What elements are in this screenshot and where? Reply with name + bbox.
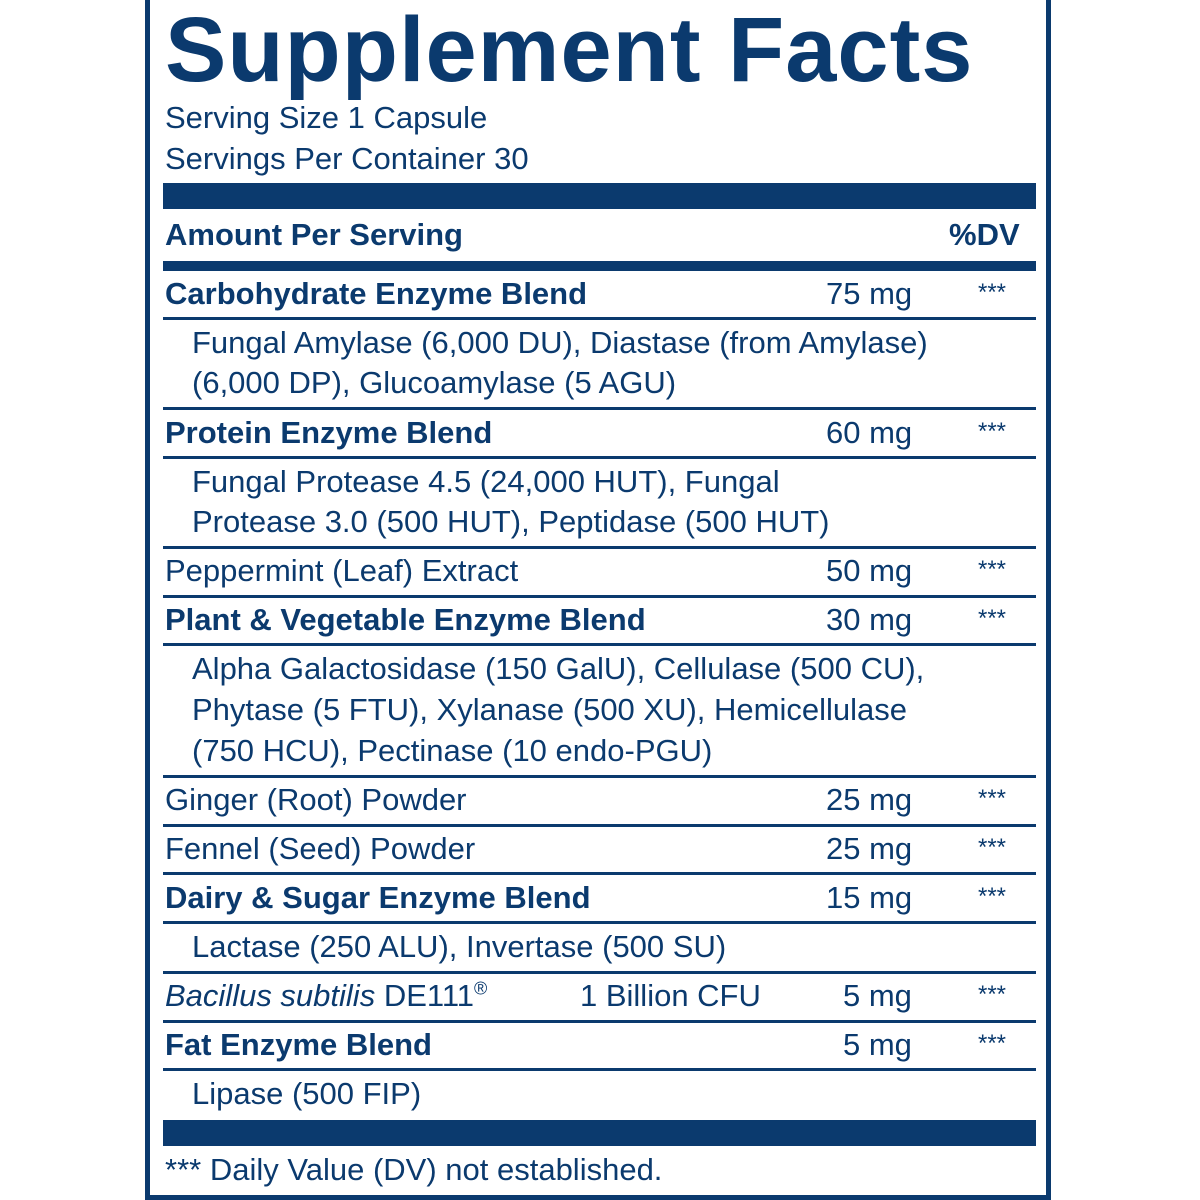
nutrient-name: Protein Enzyme Blend (165, 415, 493, 450)
nutrient-name: Fat Enzyme Blend (165, 1027, 432, 1062)
blend-detail: Fungal Amylase (6,000 DU), Diastase (from Amylase) (192, 325, 928, 360)
blend-detail: Protease 3.0 (500 HUT), Peptidase (500 HUT) (192, 504, 830, 539)
blend-detail: Lipase (500 FIP) (192, 1076, 422, 1111)
blend-detail: (750 HCU), Pectinase (10 endo-PGU) (192, 733, 713, 768)
row-divider (163, 643, 1036, 646)
amount-per-serving-header: Amount Per Serving (165, 217, 463, 252)
nutrient-name: Plant & Vegetable Enzyme Blend (165, 602, 646, 637)
nutrient-dv: *** (978, 556, 1007, 583)
nutrient-amount: 30 mg (826, 602, 913, 637)
nutrient-amount: 5 mg (843, 1027, 912, 1062)
row-divider (163, 921, 1036, 924)
nutrient-dv: *** (978, 883, 1007, 910)
row-divider (163, 1020, 1036, 1023)
servings-per-container: Servings Per Container 30 (165, 141, 529, 176)
blend-detail: Phytase (5 FTU), Xylanase (500 XU), Hemicellulase (192, 692, 907, 727)
strain-name: DE111 (375, 978, 475, 1013)
row-divider (163, 824, 1036, 827)
nutrient-amount: 60 mg (826, 415, 913, 450)
footnote-text: Daily Value (DV) not established. (209, 1152, 663, 1187)
label-title: Supplement Facts (165, 0, 974, 101)
nutrient-dv: *** (978, 834, 1007, 861)
nutrient-name: Ginger (Root) Powder (165, 782, 467, 817)
nutrient-dv: *** (978, 279, 1007, 306)
nutrient-dv: *** (978, 981, 1007, 1008)
footnote (165, 1152, 662, 1188)
nutrient-dv: *** (978, 1030, 1007, 1057)
nutrient-amount: 5 mg (843, 978, 912, 1013)
footnote-marker: *** (165, 1152, 202, 1187)
row-divider (163, 775, 1036, 778)
nutrient-amount: 50 mg (826, 553, 913, 588)
thick-divider-top (163, 183, 1036, 209)
nutrient-name: Fennel (Seed) Powder (165, 831, 476, 866)
nutrient-amount: 25 mg (826, 782, 913, 817)
row-divider (163, 317, 1036, 320)
registered-mark: ® (474, 978, 488, 999)
blend-detail: (6,000 DP), Glucoamylase (5 AGU) (192, 365, 677, 400)
nutrient-dv: *** (978, 605, 1007, 632)
medium-divider (163, 261, 1036, 271)
thick-divider-bottom (163, 1120, 1036, 1146)
nutrient-amount: 25 mg (826, 831, 913, 866)
nutrient-name: Carbohydrate Enzyme Blend (165, 276, 588, 311)
row-divider (163, 1068, 1036, 1071)
blend-detail: Fungal Protease 4.5 (24,000 HUT), Fungal (192, 464, 780, 499)
row-divider (163, 595, 1036, 598)
nutrient-name (165, 978, 487, 1014)
species-name: Bacillus subtilis (165, 978, 376, 1013)
blend-detail: Lactase (250 ALU), Invertase (500 SU) (192, 929, 727, 964)
dv-header: %DV (949, 217, 1020, 252)
row-divider (163, 456, 1036, 459)
blend-detail: Alpha Galactosidase (150 GalU), Cellulase (500 CU), (192, 651, 925, 686)
nutrient-name: Peppermint (Leaf) Extract (165, 553, 519, 588)
row-divider (163, 407, 1036, 410)
serving-size: Serving Size 1 Capsule (165, 100, 488, 135)
nutrient-name: Dairy & Sugar Enzyme Blend (165, 880, 591, 915)
row-divider (163, 971, 1036, 974)
nutrient-dv: *** (978, 418, 1007, 445)
nutrient-dv: *** (978, 785, 1007, 812)
row-divider (163, 872, 1036, 875)
nutrient-amount: 15 mg (826, 880, 913, 915)
row-divider (163, 546, 1036, 549)
nutrient-amount: 75 mg (826, 276, 913, 311)
cfu-count: 1 Billion CFU (580, 978, 761, 1013)
